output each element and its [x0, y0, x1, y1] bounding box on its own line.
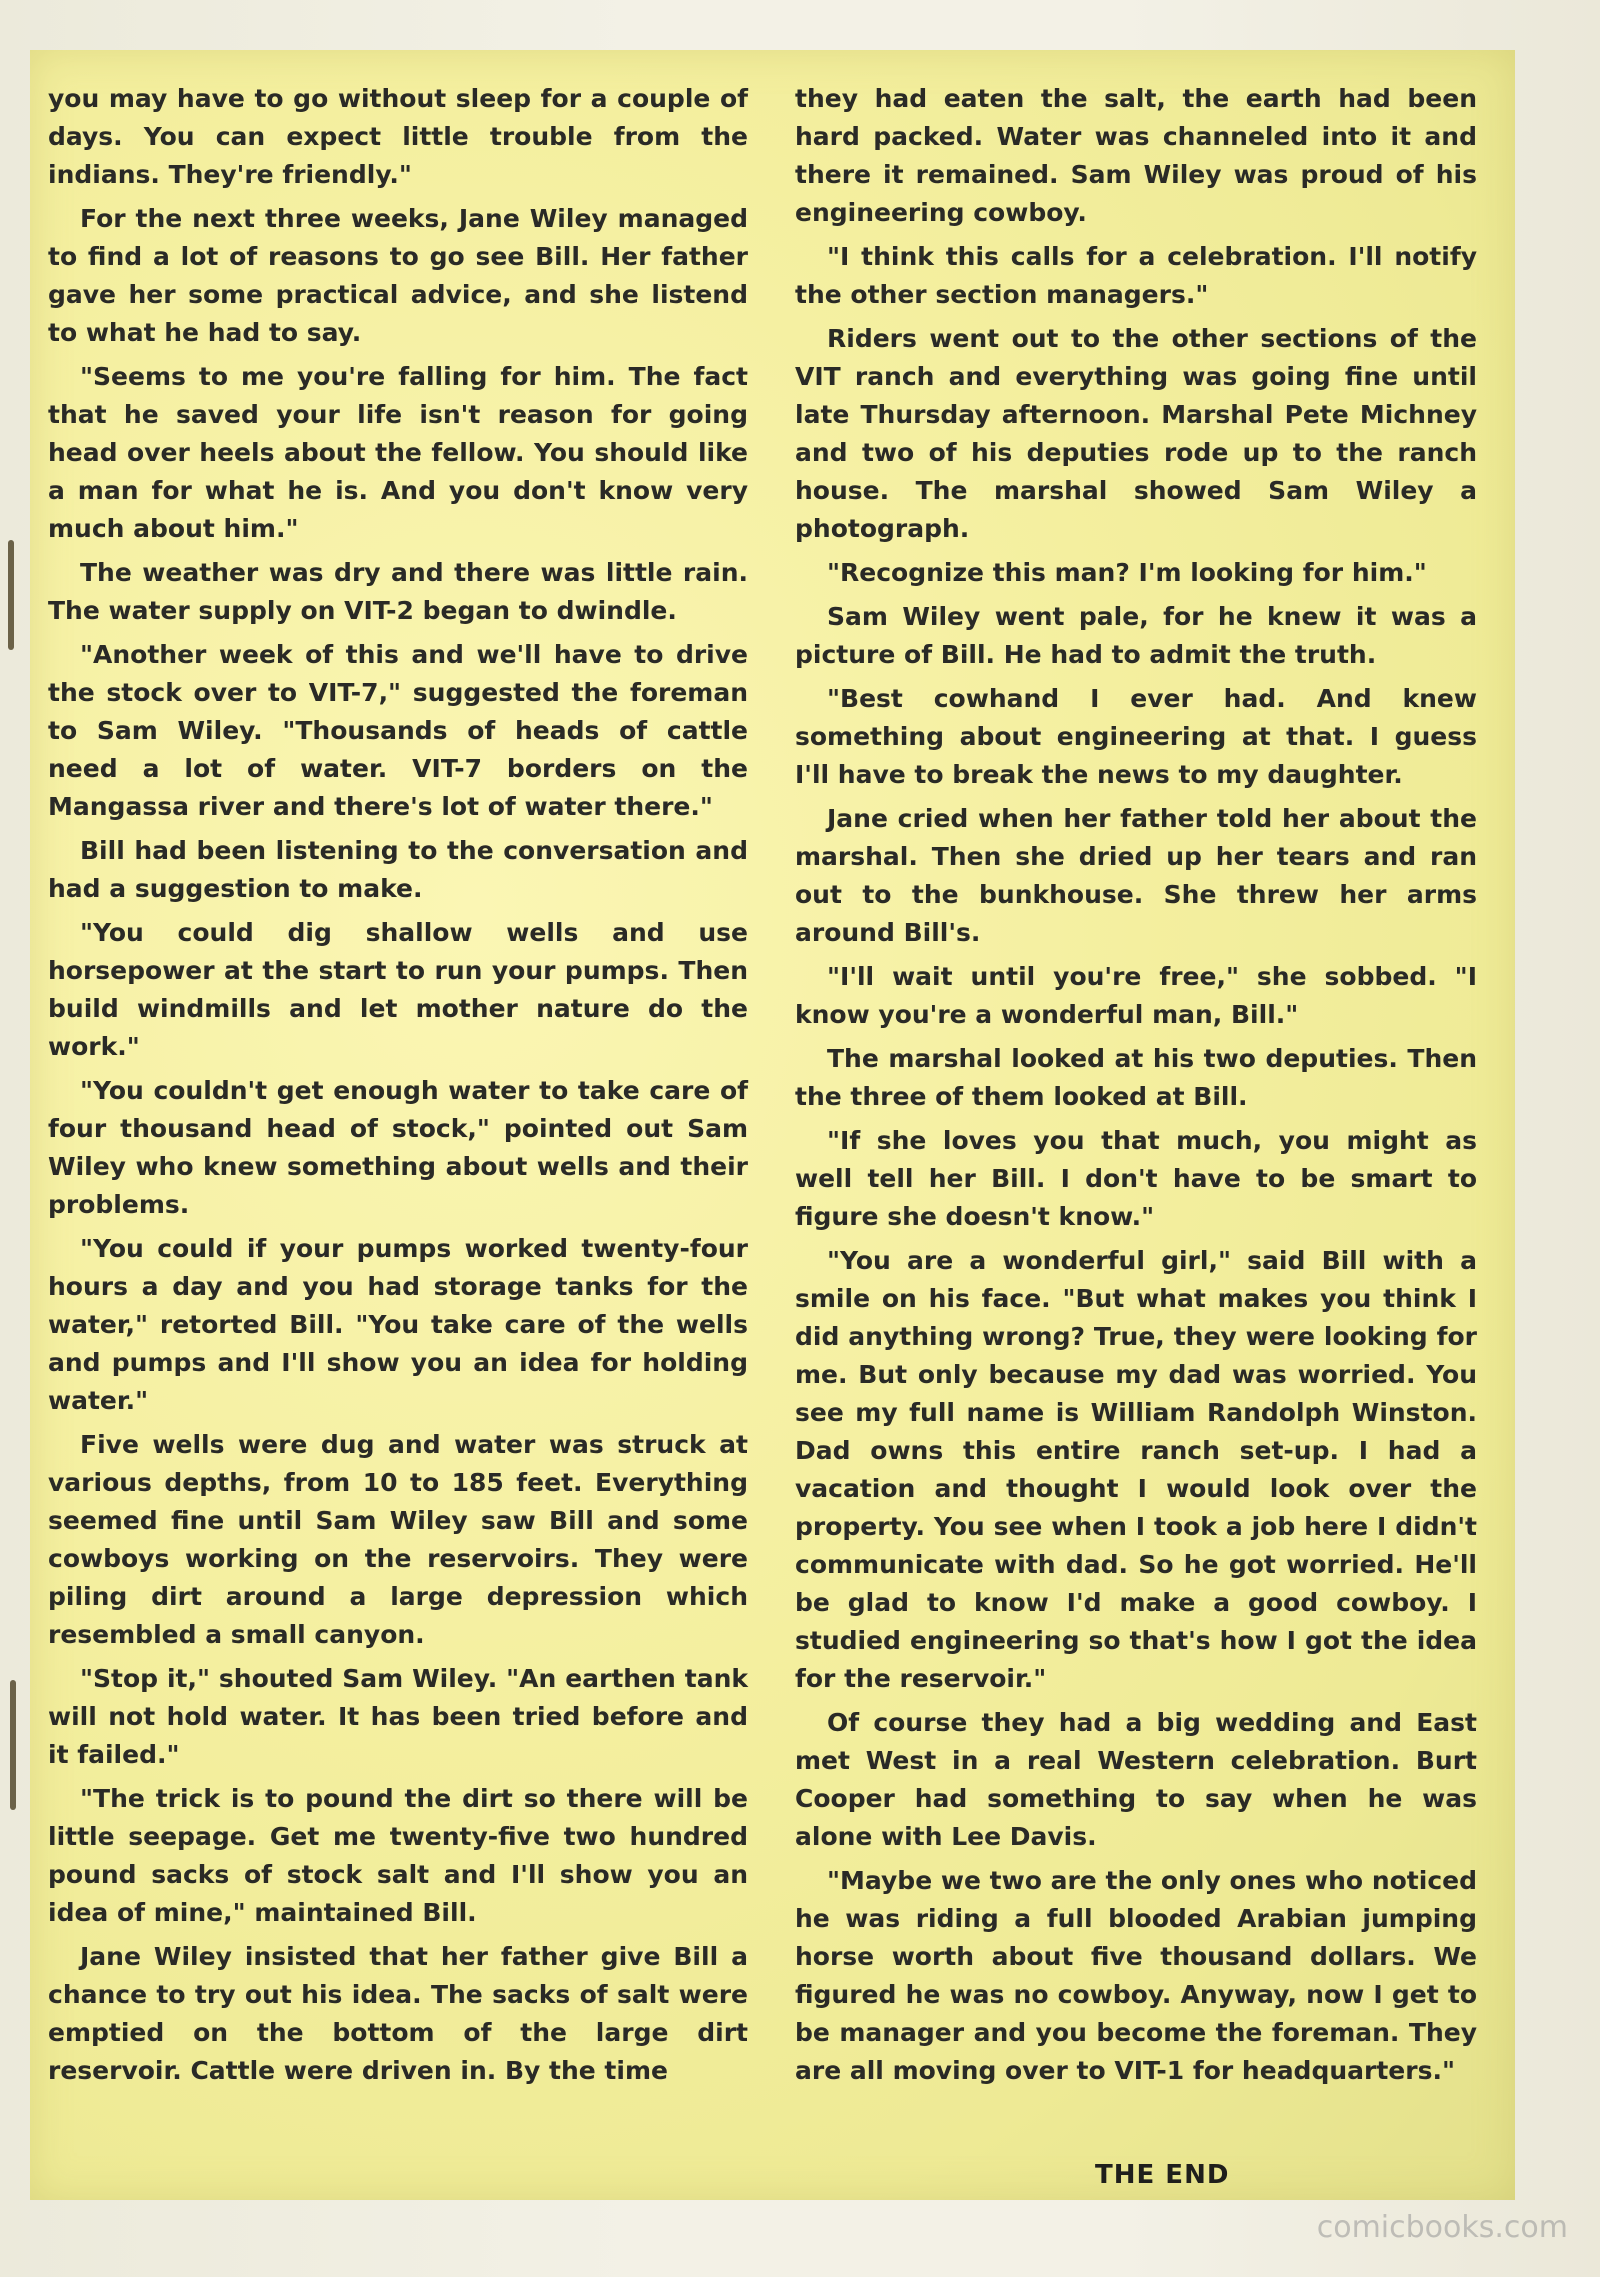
site-watermark: comicbooks.com — [1316, 2210, 1568, 2245]
paragraph: "Best cowhand I ever had. And knew something about engineering at that. I guess I'll have to break the news to my daughter. — [795, 684, 1477, 789]
staple-mark-bottom — [10, 1680, 16, 1810]
paragraph: Jane cried when her father told her about the marshal. Then she dried up her tears and ran out to the bunkhouse. She threw her arms around Bill's. — [795, 804, 1477, 947]
paragraph: "Maybe we two are the only ones who noticed he was riding a full blooded Arabian jumping horse worth about five thousand dollars. We figured he was no cowboy. Anyway, now I get to be manager and you become the foreman. They are all moving over to VIT-1 for headquarters." — [795, 1866, 1477, 2085]
paragraph: "Another week of this and we'll have to drive the stock over to VIT-7," suggested the foreman to Sam Wiley. "Thousands of heads of cattle need a lot of water. VIT-7 borders on the Mangassa river and there's lot of water there." — [48, 640, 748, 821]
paragraph: "Recognize this man? I'm looking for him." — [827, 558, 1427, 587]
paragraph: Of course they had a big wedding and East met West in a real Western celebration. Burt Cooper had something to say when he was alone with Lee Davis. — [795, 1708, 1477, 1851]
paragraph: "The trick is to pound the dirt so there will be little seepage. Get me twenty-five two hundred pound sacks of stock salt and I'll show you an idea of mine," maintained Bill. — [48, 1784, 748, 1927]
paragraph: "Stop it," shouted Sam Wiley. "An earthen tank will not hold water. It has been tried before and it failed." — [48, 1664, 748, 1769]
right-text-column — [795, 80, 1477, 2096]
paragraph: "You could dig shallow wells and use horsepower at the start to run your pumps. Then build windmills and let mother nature do the work." — [48, 918, 748, 1061]
paragraph: they had eaten the salt, the earth had been hard packed. Water was channeled into it and there it remained. Sam Wiley was proud of his engineering cowboy. — [795, 84, 1477, 227]
paragraph: Jane Wiley insisted that her father give Bill a chance to try out his idea. The sacks of salt were emptied on the bottom of the large dirt reservoir. Cattle were driven in. By the time — [48, 1942, 748, 2085]
paragraph: The weather was dry and there was little rain. The water supply on VIT-2 began to dwindle. — [48, 558, 748, 625]
the-end-label: THE END — [1095, 2160, 1230, 2190]
left-text-column — [48, 80, 748, 2096]
paragraph: Bill had been listening to the conversation and had a suggestion to make. — [48, 836, 748, 903]
paragraph: For the next three weeks, Jane Wiley managed to find a lot of reasons to go see Bill. Her father gave her some practical advice, and she listend to what he had to say. — [48, 204, 748, 347]
paragraph: "You are a wonderful girl," said Bill with a smile on his face. "But what makes you think I did anything wrong? True, they were looking for me. But only because my dad was worried. You see my full name is William Randolph Winston. Dad owns this entire ranch set-up. I had a vacation and thought I would look over the property. You see when I took a job here I didn't communicate with dad. So he got worried. He'll be glad to know I'd make a good cowboy. I studied engineering so that's how I got the idea for the reservoir." — [795, 1246, 1477, 1693]
paragraph: Riders went out to the other sections of the VIT ranch and everything was going fine until late Thursday afternoon. Marshal Pete Michney and two of his deputies rode up to the ranch house. The marshal showed Sam Wiley a photograph. — [795, 324, 1477, 543]
paragraph: "If she loves you that much, you might as well tell her Bill. I don't have to be smart to figure she doesn't know." — [795, 1126, 1477, 1231]
staple-mark-top — [8, 540, 14, 650]
paragraph: "You could if your pumps worked twenty-four hours a day and you had storage tanks for the water," retorted Bill. "You take care of the wells and pumps and I'll show you an idea for holding water." — [48, 1234, 748, 1415]
paragraph: The marshal looked at his two deputies. Then the three of them looked at Bill. — [795, 1044, 1477, 1111]
paragraph: "Seems to me you're falling for him. The fact that he saved your life isn't reason for going head over heels about the fellow. You should like a man for what he is. And you don't know very much about him." — [48, 362, 748, 543]
paragraph: "You couldn't get enough water to take care of four thousand head of stock," pointed out Sam Wiley who knew something about wells and their problems. — [48, 1076, 748, 1219]
paragraph: Five wells were dug and water was struck at various depths, from 10 to 185 feet. Everything seemed fine until Sam Wiley saw Bill and some cowboys working on the reservoirs. They were piling dirt around a large depression which resembled a small canyon. — [48, 1430, 748, 1649]
paragraph: you may have to go without sleep for a couple of days. You can expect little trouble from the indians. They're friendly." — [48, 84, 748, 189]
paragraph: "I'll wait until you're free," she sobbed. "I know you're a wonderful man, Bill." — [795, 962, 1477, 1029]
paragraph: Sam Wiley went pale, for he knew it was a picture of Bill. He had to admit the truth. — [795, 602, 1477, 669]
paragraph: "I think this calls for a celebration. I'll notify the other section managers." — [795, 242, 1477, 309]
